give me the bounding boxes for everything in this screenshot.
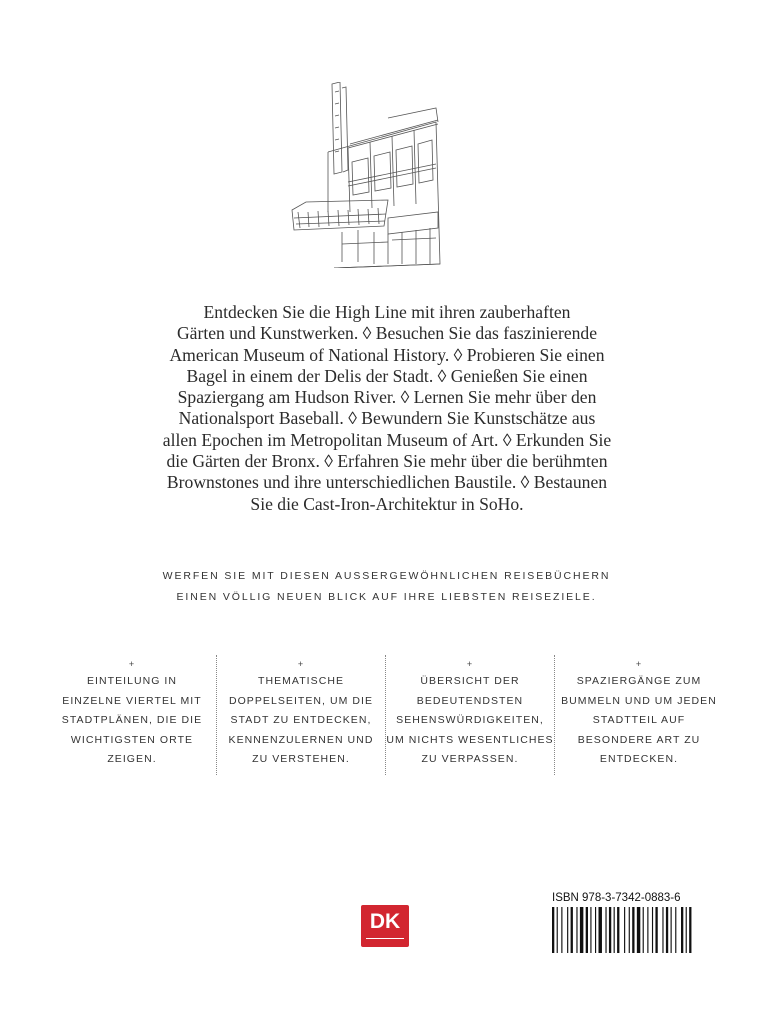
barcode-bar — [599, 907, 602, 953]
description-line: Nationalsport Baseball. ◊ Bewundern Sie Kunstschätze aus — [178, 408, 596, 429]
barcode-bar — [647, 907, 648, 953]
barcode-bar — [561, 907, 562, 953]
description-line: die Gärten der Bronx. ◊ Erfahren Sie mehr über die berühmten — [166, 451, 608, 472]
description-line: Entdecken Sie die High Line mit ihren zauberhaften — [203, 302, 571, 322]
feature-column — [385, 655, 554, 775]
feature-column — [554, 655, 723, 775]
barcode-bar — [557, 907, 558, 953]
barcode-bar — [567, 907, 568, 953]
barcode-bar — [614, 907, 615, 953]
barcode-bar — [671, 907, 672, 953]
tagline-line: WERFEN SIE MIT DIESEN AUSSERGEWÖHNLICHEN REISEBÜCHERN — [162, 570, 611, 582]
description-line: Sie die Cast-Iron-Architektur in SoHo. — [250, 493, 524, 514]
barcode-bar — [617, 907, 619, 953]
book-icon — [366, 938, 404, 944]
feature-line: BUMMELN UND UM JEDEN — [561, 694, 717, 707]
barcode-bar — [629, 907, 630, 953]
barcode-bar — [652, 907, 653, 953]
dk-logo-text: DK — [369, 910, 401, 933]
feature-line: THEMATISCHE — [257, 675, 345, 687]
plus-icon: + — [297, 659, 305, 669]
description-line: allen Epochen im Metropolitan Museum of Art. ◊ Erkunden Sie — [162, 429, 612, 450]
feature-line: ÜBERSICHT DER — [420, 675, 520, 687]
description-paragraph — [130, 302, 644, 515]
feature-line: STADTTEIL AUF — [592, 714, 686, 727]
barcode-bar — [586, 907, 588, 953]
barcode-bar — [689, 907, 691, 953]
barcode-bar — [590, 907, 591, 953]
plus-icon: + — [128, 659, 136, 669]
plus-icon: + — [466, 659, 474, 669]
description-line: Spaziergang am Hudson River. ◊ Lernen Sie mehr über den — [177, 387, 597, 408]
barcode-bar — [624, 907, 625, 953]
tagline-line: EINEN VÖLLIG NEUEN BLICK AUF IHRE LIEBSTEN REISEZIELE. — [176, 591, 597, 603]
description-line: Gärten und Kunstwerken. ◊ Besuchen Sie das faszinierende — [176, 323, 598, 344]
isbn-label: ISBN 978-3-7342-0883-6 — [552, 892, 681, 904]
barcode-bar — [643, 907, 644, 953]
theater-facade-illustration — [288, 82, 448, 268]
feature-line: WICHTIGSTEN ORTE — [70, 733, 194, 746]
barcode-bar — [609, 907, 611, 953]
feature-columns — [48, 655, 723, 775]
feature-line: EINZELNE VIERTEL MIT — [62, 694, 202, 707]
feature-line: UM NICHTS WESENTLICHES — [386, 733, 554, 746]
description-line: American Museum of National History. ◊ Probieren Sie einen — [169, 344, 605, 365]
feature-line: KENNENZULERNEN UND — [228, 733, 374, 746]
feature-line: BESONDERE ART ZU — [577, 733, 701, 746]
feature-line: ZU VERSTEHEN. — [252, 753, 350, 766]
dk-publisher-logo — [361, 905, 409, 947]
barcode-bar — [576, 907, 577, 953]
feature-line: SPAZIERGÄNGE ZUM — [576, 675, 702, 687]
feature-line: STADTPLÄNEN, DIE DIE — [61, 714, 203, 727]
feature-line: ENTDECKEN. — [599, 753, 679, 766]
barcode — [552, 907, 730, 953]
barcode-bar — [632, 907, 634, 953]
barcode-bar — [595, 907, 596, 953]
tagline — [120, 566, 653, 608]
barcode-bar — [662, 907, 663, 953]
feature-line: ZU VERPASSEN. — [421, 753, 519, 766]
description-line: Brownstones und ihre unterschiedlichen Baustile. ◊ Bestaunen — [166, 472, 608, 493]
feature-line: STADT ZU ENTDECKEN, — [230, 714, 372, 727]
feature-line: BEDEUTENDSTEN — [416, 694, 524, 707]
barcode-bar — [675, 907, 676, 953]
feature-column — [48, 655, 216, 775]
feature-line: DOPPELSEITEN, UM DIE — [228, 694, 374, 707]
barcode-bar — [552, 907, 554, 953]
barcode-bar — [686, 907, 687, 953]
feature-column — [216, 655, 385, 775]
plus-icon: + — [635, 659, 643, 669]
barcode-bar — [637, 907, 640, 953]
barcode-bar — [605, 907, 606, 953]
barcode-bar — [666, 907, 668, 953]
barcode-bar — [681, 907, 683, 953]
feature-line: EINTEILUNG IN — [86, 675, 178, 687]
feature-line: SEHENSWÜRDIGKEITEN, — [396, 714, 544, 727]
barcode-bar — [655, 907, 657, 953]
feature-line: ZEIGEN. — [107, 753, 157, 766]
description-line: Bagel in einem der Delis der Stadt. ◊ Genießen Sie einen — [186, 365, 588, 386]
barcode-bar — [571, 907, 573, 953]
barcode-bar — [580, 907, 583, 953]
